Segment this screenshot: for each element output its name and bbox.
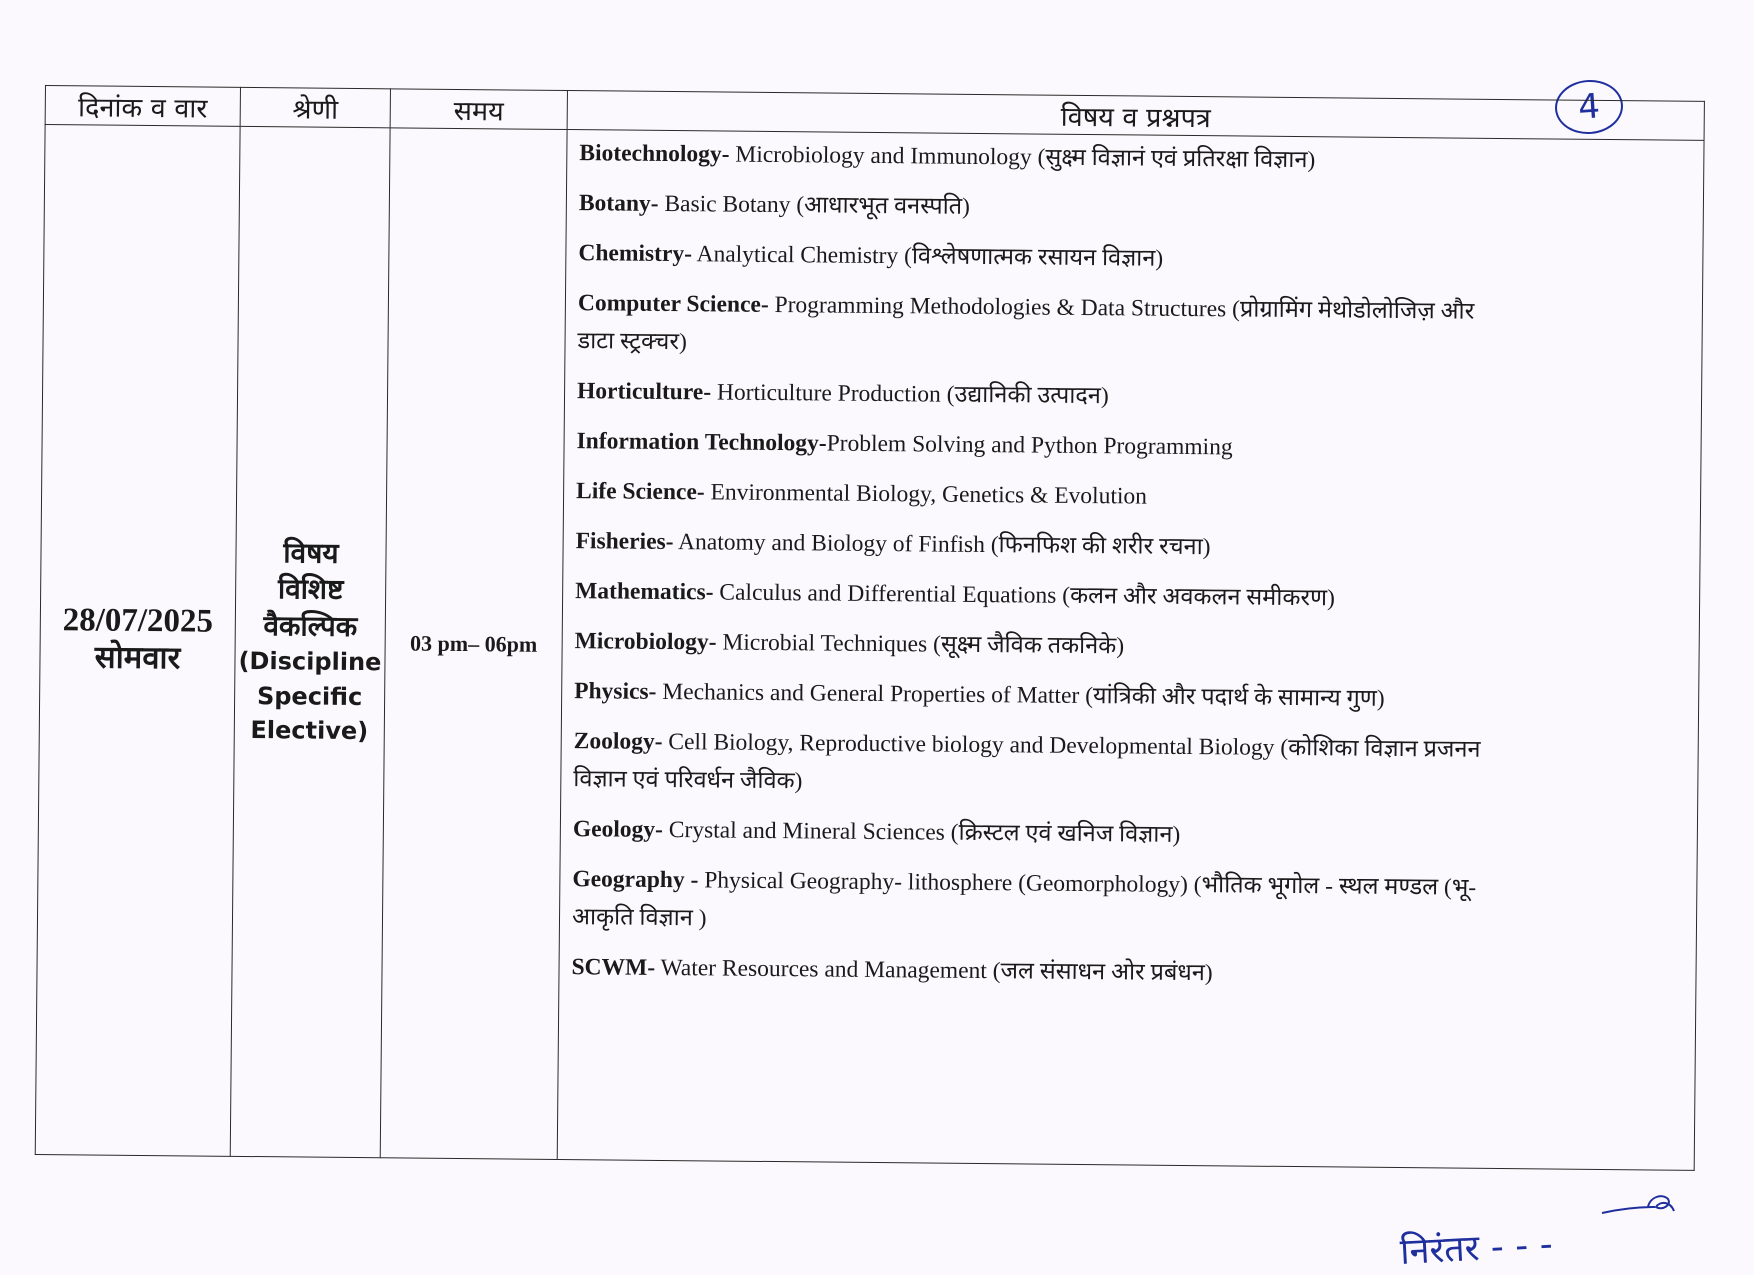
subject-entry xyxy=(577,372,1691,421)
category-hindi-line: वैकल्पिक xyxy=(263,608,358,643)
subject-entry xyxy=(576,422,1690,471)
paper-title: Mechanics and General Properties of Matter (यांत्रिकी और पदार्थ के सामान्य गुण) xyxy=(656,678,1385,712)
signature-scribble xyxy=(1600,1185,1680,1230)
subject-name: SCWM- xyxy=(571,954,656,981)
paper-title: Programming Methodologies & Data Structures (प्रोग्रामिंग मेथोडोलोजिज़ और xyxy=(768,291,1475,325)
exam-schedule xyxy=(35,85,1705,1171)
category-english-line: Elective) xyxy=(250,716,369,746)
subject-name: Fisheries- xyxy=(575,528,674,556)
subjects-cell xyxy=(557,130,1704,1171)
subject-name: Biotechnology- xyxy=(579,140,730,168)
header-category: श्रेणी xyxy=(240,87,390,127)
table-row xyxy=(35,125,1704,1171)
subject-entry xyxy=(572,860,1687,947)
category-hindi-line: विषय xyxy=(283,536,339,570)
subject-name: Geology- xyxy=(572,816,664,843)
paper-title: Microbiology and Immunology (सुक्ष्म विज्ञानं एवं प्रतिरक्षा विज्ञान) xyxy=(729,141,1316,174)
paper-title: Anatomy and Biology of Finfish (फिनफिश की शरीर रचना) xyxy=(673,529,1211,561)
subject-entry xyxy=(577,284,1692,371)
paper-title: Cell Biology, Reproductive biology and Developmental Biology (कोशिका विज्ञान प्रजनन xyxy=(662,728,1481,763)
header-subject-paper: विषय व प्रश्नपत्र xyxy=(567,91,1704,141)
subject-entry xyxy=(573,722,1688,809)
paper-title: Crystal and Mineral Sciences (क्रिस्टल एवं खनिज विज्ञान) xyxy=(662,816,1181,848)
paper-title: Physical Geography- lithosphere (Geomorphology) (भौतिक भूगोल - स्थल मण्डल (भू- xyxy=(698,867,1477,901)
subject-entry xyxy=(579,184,1693,233)
header-time: समय xyxy=(390,89,567,130)
paper-title-continued: विज्ञान एवं परिवर्धन जैविक) xyxy=(573,766,803,795)
exam-time: 03 pm– 06pm xyxy=(409,630,538,657)
subject-entry xyxy=(579,134,1693,183)
page-number: 4 xyxy=(1576,86,1602,128)
category-english-line: (Discipline xyxy=(238,646,382,677)
subject-entry xyxy=(575,522,1689,571)
subject-entry xyxy=(576,472,1690,521)
subject-entry xyxy=(578,234,1692,283)
subject-name: Microbiology- xyxy=(574,628,717,656)
subject-name: Computer Science- xyxy=(577,290,769,318)
continued-note: निरंतर - - - xyxy=(1399,1224,1554,1273)
exam-date: 28/07/2025 xyxy=(62,602,214,641)
subject-name: Mathematics- xyxy=(575,578,714,606)
subject-name: Horticulture- xyxy=(576,378,712,406)
paper-title-continued: आकृति विज्ञान ) xyxy=(571,904,707,932)
date-cell xyxy=(35,125,240,1157)
time-cell xyxy=(380,128,567,1160)
subject-name: Life Science- xyxy=(576,478,705,506)
category-cell xyxy=(230,126,390,1157)
exam-day: सोमवार xyxy=(94,639,181,677)
paper-title: Basic Botany (आधारभूत वनस्पति) xyxy=(658,190,971,220)
subject-entry xyxy=(575,572,1689,621)
paper-title: Analytical Chemistry (विश्लेषणात्मक रसायन विज्ञान) xyxy=(691,241,1164,272)
subject-entry xyxy=(575,622,1689,671)
category-english-line: Specific xyxy=(256,681,363,711)
header-date-day: दिनांक व वार xyxy=(45,86,240,127)
paper-title: Water Resources and Management (जल संसाधन ओर प्रबंधन) xyxy=(654,954,1213,987)
subject-entry xyxy=(574,672,1688,721)
paper-title: Microbial Techniques (सूक्ष्म जैविक तकनिके) xyxy=(716,629,1125,660)
paper-title-continued: डाटा स्ट्रक्चर) xyxy=(577,328,687,356)
subject-name: Chemistry- xyxy=(578,240,693,268)
schedule-table xyxy=(35,85,1705,1171)
subject-name: Zoology- xyxy=(573,728,663,755)
paper-title: Problem Solving and Python Programming xyxy=(826,430,1233,461)
paper-title: Calculus and Differential Equations (कलन और अवकलन समीकरण) xyxy=(713,579,1335,612)
subject-entry xyxy=(573,810,1687,859)
paper-title: Horticulture Production (उद्यानिकी उत्पादन) xyxy=(710,379,1109,410)
subject-name: Information Technology- xyxy=(576,428,827,457)
subject-name: Physics- xyxy=(574,678,657,705)
paper-title: Environmental Biology, Genetics & Evolution xyxy=(704,479,1148,510)
subject-entry xyxy=(571,948,1685,997)
subject-name: Geography - xyxy=(572,866,699,894)
category-hindi-line: विशिष्ट xyxy=(277,572,344,606)
subject-name: Botany- xyxy=(578,190,659,217)
